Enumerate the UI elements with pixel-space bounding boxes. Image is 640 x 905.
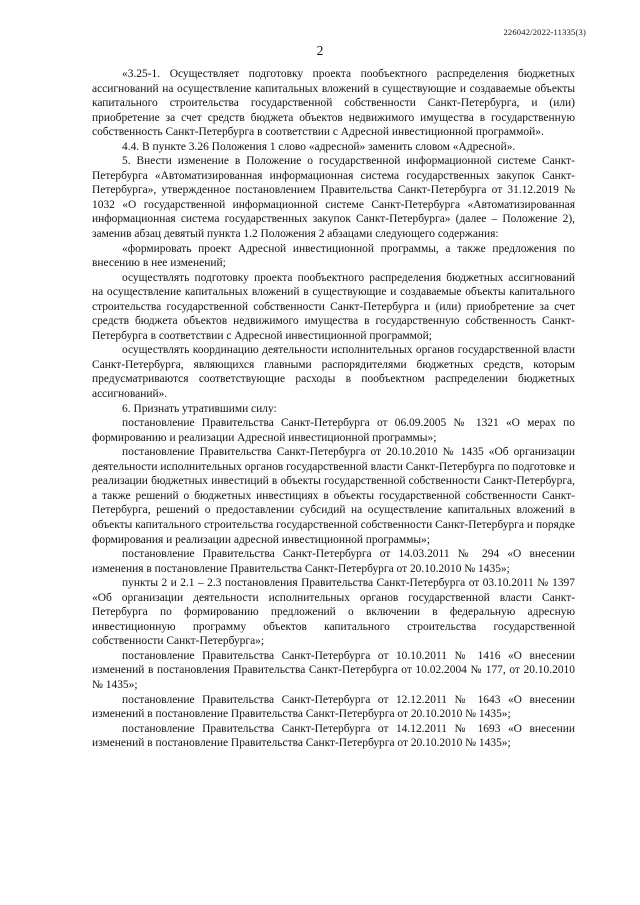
repealed-item-5: постановление Правительства Санкт-Петербурга от 10.10.2011 № 1416 «О внесении изменений в постановления Правительства Санкт-Петербурга от 10.02.2004 № 177, от 20.10.2010 № 1435»; — [92, 649, 575, 691]
page-number: 2 — [316, 43, 324, 58]
repealed-item-1: постановление Правительства Санкт-Петербурга от 06.09.2005 № 1321 «О мерах по формированию и реализации Адресной инвестиционной программы»; — [92, 417, 575, 444]
document-body — [92, 67, 575, 751]
paragraph-4-4: 4.4. В пункте 3.26 Положения 1 слово «адресной» заменить словом «Адресной». — [122, 140, 516, 153]
paragraph-5: 5. Внести изменение в Положение о государственной информационной системе Санкт-Петербурга «Автоматизированная информационная система государственных закупок Санкт-Петербурга», утвержденное постановлением Правительства Санкт-Петербурга от 31.12.2019 № 1032 «О государственной информационной системе Санкт-Петербурга «Автоматизированная информационная система государственных закупок Санкт-Петербурга» (далее – Положение 2), заменив абзац девятый пункта 1.2 Положения 2 абзацами следующего содержания: — [92, 155, 575, 241]
paragraph-3-25-1: «3.25-1. Осуществляет подготовку проекта пообъектного распределения бюджетных ассигнований на осуществление капитальных вложений в существующие и создаваемые объекты капитального строительства государственной собственности Санкт-Петербурга, и (или) приобретение за счет средств бюджета объектов недвижимого имущества в государственную собственность Санкт-Петербурга в соответствии с Адресной инвестиционной программой». — [92, 68, 575, 139]
repealed-item-4: пункты 2 и 2.1 – 2.3 постановления Правительства Санкт-Петербурга от 03.10.2011 № 1397 «Об организации деятельности исполнительных органов государственной власти Санкт-Петербурга по формированию предложений о включении в федеральную адресную инвестиционную программу объектов капитального строительства государственной собственности Санкт-Петербурга»; — [92, 577, 575, 648]
paragraph-5-item-3: осуществлять координацию деятельности исполнительных органов государственной власти Санкт-Петербурга, являющихся главными распорядителями бюджетных средств, которым предусматриваются соответствующие расходы в пообъектном распределении бюджетных ассигнований». — [92, 344, 575, 401]
repealed-item-2: постановление Правительства Санкт-Петербурга от 20.10.2010 № 1435 «Об организации деятельности исполнительных органов государственной власти Санкт-Петербурга по подготовке и реализации бюджетных инвестиций в объекты государственной собственности Санкт-Петербурга, а также решений о бюджетных инвестициях в объекты государственной собственности Санкт-Петербурга, решений о предоставлении субсидий на осуществление капитальных вложений в объекты капитального строительства государственной собственности Санкт-Петербурга и порядке формирования и реализации адресной инвестиционной программы»; — [92, 446, 575, 546]
repealed-item-6: постановление Правительства Санкт-Петербурга от 12.12.2011 № 1643 «О внесении изменений в постановление Правительства Санкт-Петербурга от 20.10.2010 № 1435»; — [92, 693, 575, 721]
repealed-item-7: постановление Правительства Санкт-Петербурга от 14.12.2011 № 1693 «О внесении изменений в постановление Правительства Санкт-Петербурга от 20.10.2010 № 1435»; — [92, 722, 575, 750]
paragraph-6: 6. Признать утратившими силу: — [122, 402, 277, 415]
repealed-item-3: постановление Правительства Санкт-Петербурга от 14.03.2011 № 294 «О внесении изменения в постановление Правительства Санкт-Петербурга от 20.10.2010 № 1435»; — [92, 548, 575, 575]
paragraph-5-item-2: осуществлять подготовку проекта пообъектного распределения бюджетных ассигнований на осуществление капитальных вложений в существующие и создаваемые объекты капитального строительства государственной собственности Санкт-Петербурга и (или) приобретение за счет средств бюджета объектов недвижимого имущества в государственную собственность Санкт-Петербурга в соответствии с Адресной инвестиционной программой; — [92, 271, 575, 342]
paragraph-5-item-1: «формировать проект Адресной инвестиционной программы, а также предложения по внесению в нее изменений; — [92, 242, 575, 270]
document-id: 226042/2022-11335(3) — [503, 27, 586, 37]
